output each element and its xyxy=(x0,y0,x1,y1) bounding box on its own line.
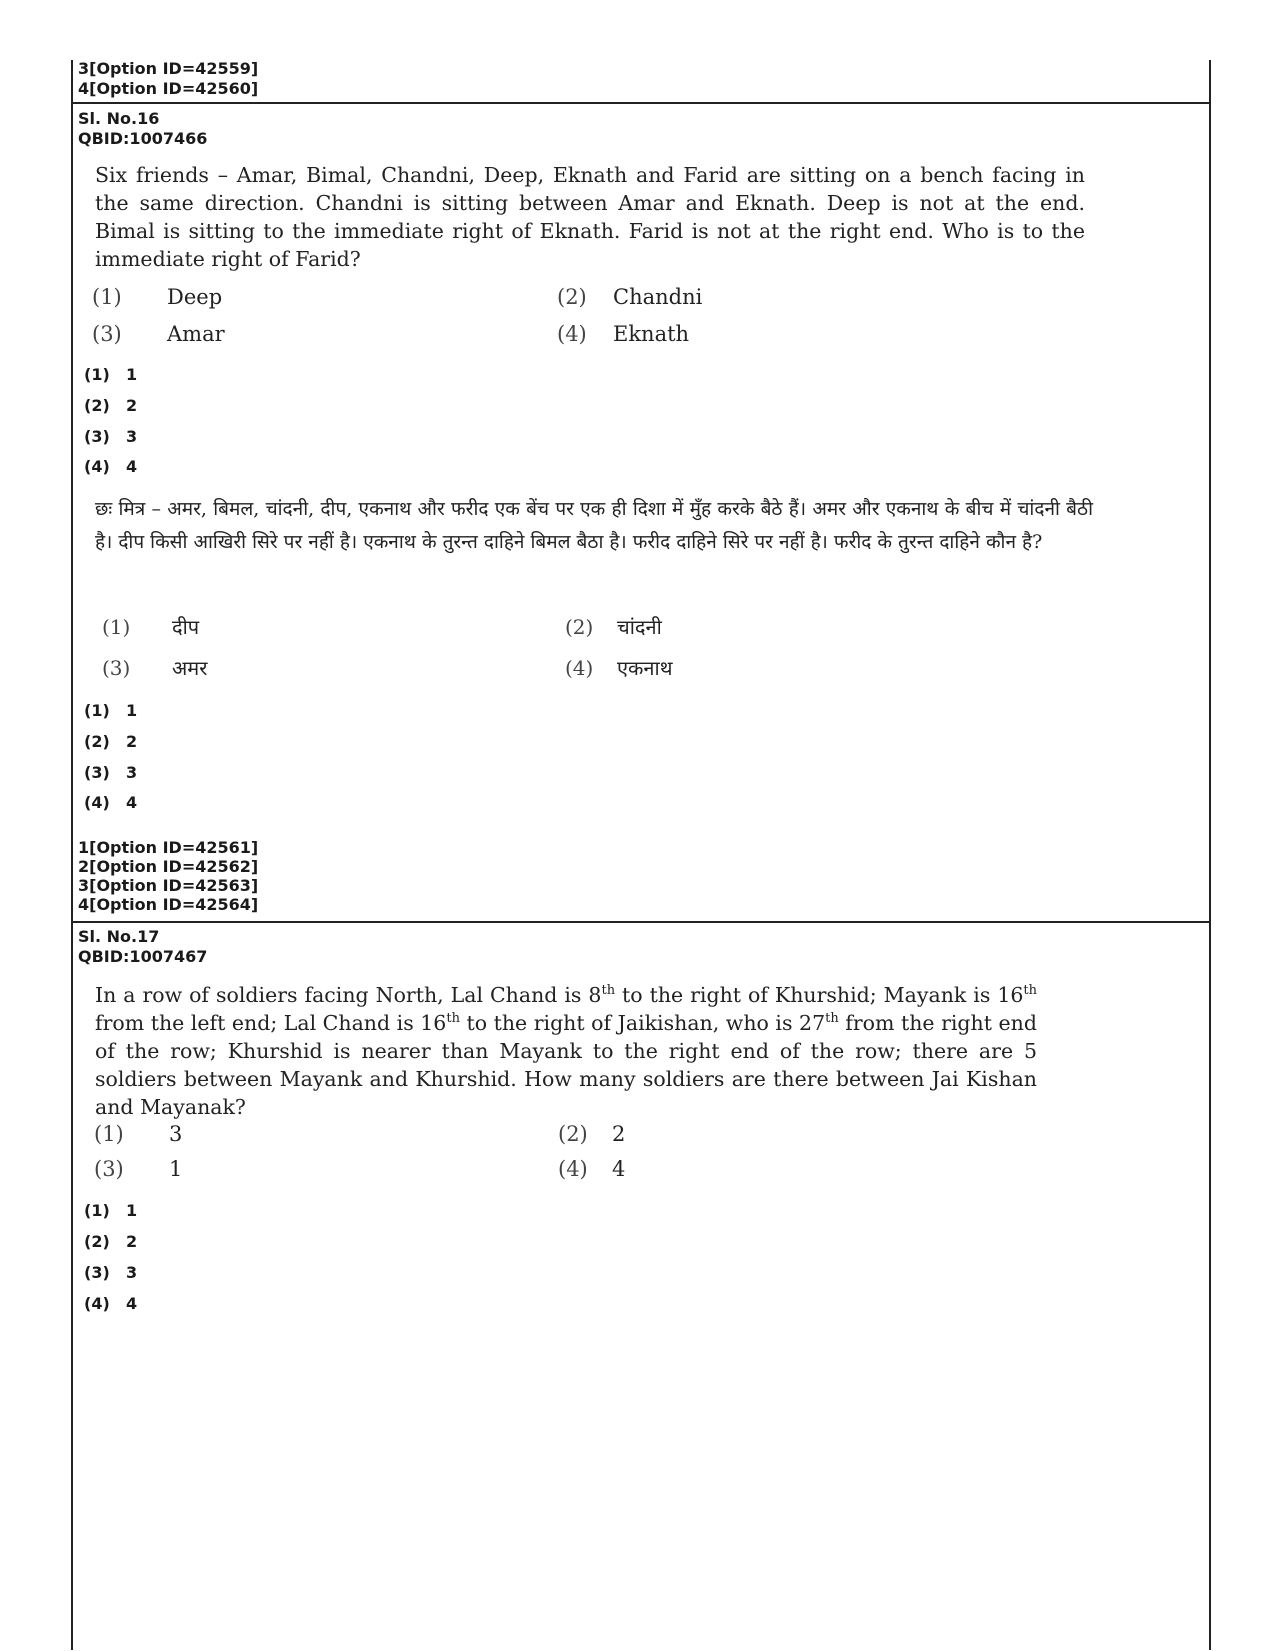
sl-no: Sl. No.17 xyxy=(78,927,160,946)
answer-option[interactable] xyxy=(84,1294,137,1313)
choice-text: Chandni xyxy=(613,285,703,309)
q17-text-part: In a row of soldiers facing North, Lal Chand is 8 xyxy=(95,983,602,1007)
answer-value: 1 xyxy=(126,365,138,384)
choice-number: (1) xyxy=(102,615,131,639)
ordinal-suffix: th xyxy=(1023,983,1038,999)
ordinal-suffix: th xyxy=(825,1011,839,1027)
choice-number: (4) xyxy=(565,656,594,680)
q16-hindi-text: छः मित्र – अमर, बिमल, चांदनी, दीप, एकनाथ और फरीद एक बेंच पर एक ही दिशा में मुँह करके बैठे हैं। अमर और एकनाथ के बीच में चांदनी बैठी है। दीप किसी आखिरी सिरे पर नहीं है। एकनाथ के तुरन्त दाहिने बिमल बैठा है। फरीद दाहिने सिरे पर नहीं है। फरीद के तुरन्त दाहिने कौन है? xyxy=(95,498,1093,553)
divider xyxy=(71,102,1209,104)
answer-option[interactable] xyxy=(84,763,137,782)
q17-text xyxy=(95,981,1037,1121)
answer-value: 4 xyxy=(126,793,138,812)
answer-number: (1) xyxy=(84,701,110,720)
answer-option[interactable] xyxy=(84,732,137,751)
answer-number: (4) xyxy=(84,793,110,812)
q17-text-part: from the left end; Lal Chand is 16 xyxy=(95,1011,447,1035)
answer-option[interactable] xyxy=(84,1263,137,1282)
answer-value: 2 xyxy=(126,732,138,751)
q17-text-part: from the right end of the row; Khurshid is nearer than Mayank to the right end of the row; there are 5 soldiers between Mayank and Khurshid. How many soldiers are there between Jai Kishan and Mayanak? xyxy=(95,1011,1037,1119)
choice-text: 2 xyxy=(612,1122,626,1146)
q16-hindi-choice-2 xyxy=(565,613,662,640)
q16-hindi-choice-3 xyxy=(102,654,207,681)
answer-number: (1) xyxy=(84,1201,110,1220)
answer-value: 4 xyxy=(126,457,138,476)
choice-text: दीप xyxy=(172,615,200,639)
choice-text: 1 xyxy=(169,1157,183,1181)
answer-option[interactable] xyxy=(84,427,137,446)
top-option-ids xyxy=(78,59,258,99)
answer-number: (2) xyxy=(84,732,110,751)
answer-number: (4) xyxy=(84,457,110,476)
q16-english-text: Six friends – Amar, Bimal, Chandni, Deep, Eknath and Farid are sitting on a bench facing in the same direction. Chandni is sitting between Amar and Eknath. Deep is not at the end. Bimal is sitting to the immediate right of Eknath. Farid is not at the right end. Who is to the immediate right of Farid? xyxy=(95,163,1085,271)
choice-text: अमर xyxy=(172,656,208,680)
option-id-line: 3[Option ID=42563] xyxy=(78,876,259,895)
choice-text: चांदनी xyxy=(617,615,662,639)
q16-hindi-choice-1 xyxy=(102,613,199,640)
option-id-line: 1[Option ID=42561] xyxy=(78,838,259,857)
option-id-line: 3[Option ID=42559] xyxy=(78,59,259,78)
choice-number: (3) xyxy=(92,322,122,346)
choice-text: Deep xyxy=(167,285,223,309)
choice-text: Eknath xyxy=(613,322,690,346)
q16-choice-1 xyxy=(92,285,222,309)
qbid: QBID:1007467 xyxy=(78,947,208,966)
answer-number: (3) xyxy=(84,763,110,782)
choice-text: एकनाथ xyxy=(617,656,673,680)
answer-option[interactable] xyxy=(84,396,137,415)
choice-number: (3) xyxy=(94,1157,124,1181)
answer-option[interactable] xyxy=(84,365,137,384)
answer-value: 3 xyxy=(126,763,138,782)
answer-number: (2) xyxy=(84,1232,110,1251)
q16-choice-2 xyxy=(557,285,702,309)
choice-text: 3 xyxy=(169,1122,183,1146)
answer-value: 3 xyxy=(126,427,138,446)
q16-choice-4 xyxy=(557,322,689,346)
answer-option[interactable] xyxy=(84,701,137,720)
answer-option[interactable] xyxy=(84,457,137,476)
sl-no: Sl. No.16 xyxy=(78,109,160,128)
q17-text-part: to the right of Khurshid; Mayank is 16 xyxy=(615,983,1024,1007)
choice-number: (2) xyxy=(565,615,594,639)
qbid: QBID:1007466 xyxy=(78,129,208,148)
divider xyxy=(71,921,1209,923)
answer-option[interactable] xyxy=(84,793,137,812)
answer-number: (4) xyxy=(84,1294,110,1313)
option-id-line: 4[Option ID=42560] xyxy=(78,79,259,98)
option-id-line: 4[Option ID=42564] xyxy=(78,895,259,914)
answer-number: (1) xyxy=(84,365,110,384)
option-id-line: 2[Option ID=42562] xyxy=(78,857,259,876)
q16-choice-3 xyxy=(92,322,225,346)
choice-number: (1) xyxy=(94,1122,124,1146)
answer-value: 1 xyxy=(126,701,138,720)
answer-value: 2 xyxy=(126,396,138,415)
answer-value: 2 xyxy=(126,1232,138,1251)
answer-value: 3 xyxy=(126,1263,138,1282)
ordinal-suffix: th xyxy=(601,983,616,999)
q16-header xyxy=(78,109,207,149)
q16-option-ids xyxy=(78,838,258,914)
q17-choice-2 xyxy=(558,1122,625,1146)
q17-header xyxy=(78,927,207,967)
q17-choice-4 xyxy=(558,1157,625,1181)
answer-option[interactable] xyxy=(84,1232,137,1251)
choice-number: (1) xyxy=(92,285,122,309)
choice-number: (3) xyxy=(102,656,131,680)
answer-number: (2) xyxy=(84,396,110,415)
q17-choice-3 xyxy=(94,1157,182,1181)
choice-number: (2) xyxy=(557,285,587,309)
answer-number: (3) xyxy=(84,1263,110,1282)
ordinal-suffix: th xyxy=(446,1011,460,1027)
answer-value: 4 xyxy=(126,1294,138,1313)
choice-number: (4) xyxy=(557,322,587,346)
choice-number: (2) xyxy=(558,1122,588,1146)
answer-option[interactable] xyxy=(84,1201,137,1220)
choice-number: (4) xyxy=(558,1157,588,1181)
choice-text: Amar xyxy=(167,322,225,346)
answer-number: (3) xyxy=(84,427,110,446)
answer-value: 1 xyxy=(126,1201,138,1220)
q16-hindi-choice-4 xyxy=(565,654,672,681)
choice-text: 4 xyxy=(612,1157,626,1181)
q17-text-part: to the right of Jaikishan, who is 27 xyxy=(459,1011,826,1035)
q17-choice-1 xyxy=(94,1122,182,1146)
